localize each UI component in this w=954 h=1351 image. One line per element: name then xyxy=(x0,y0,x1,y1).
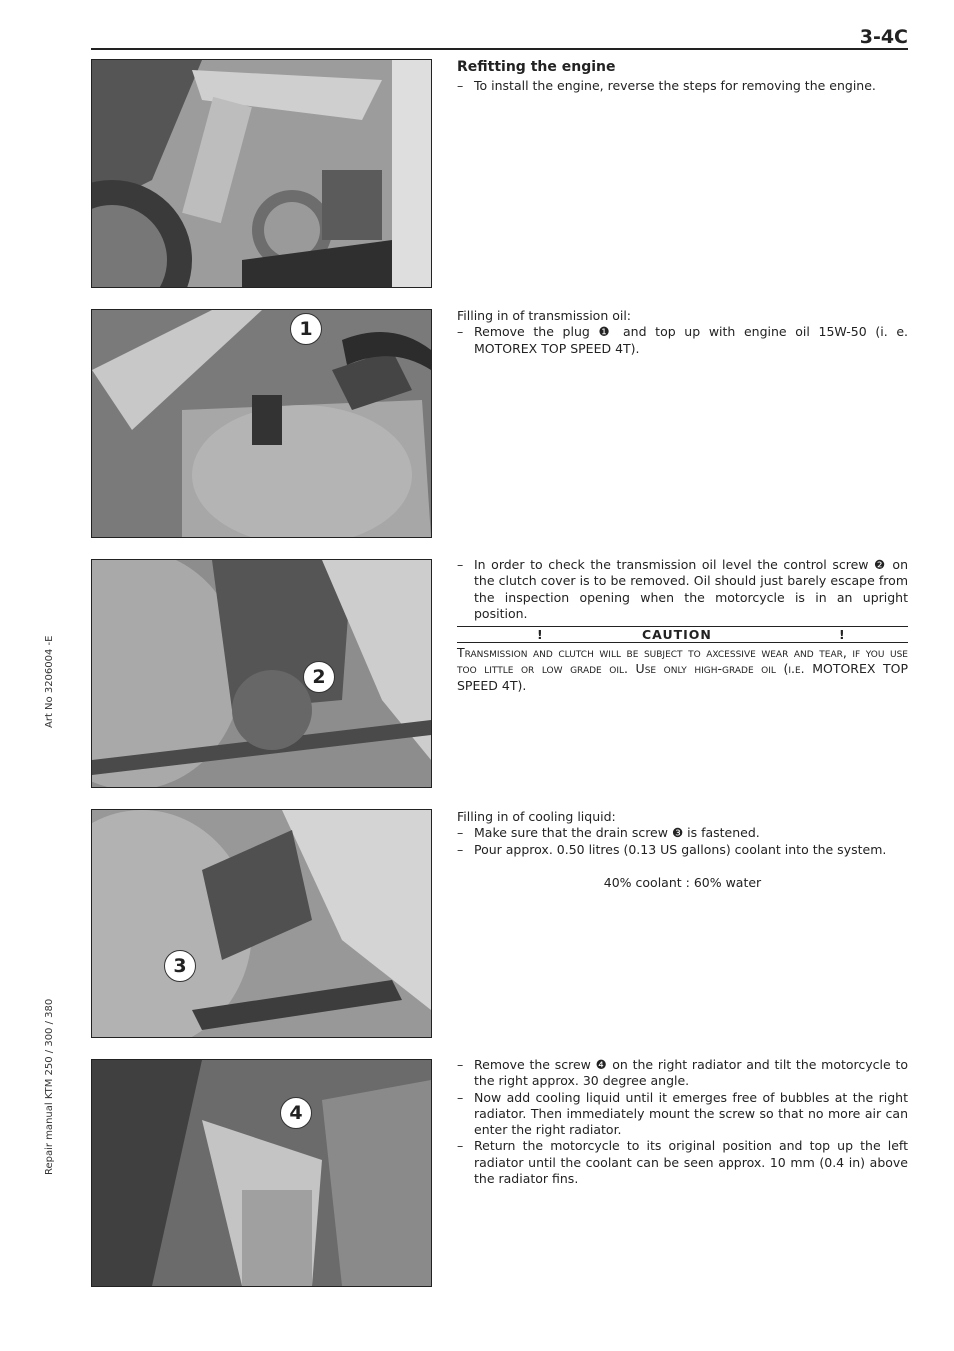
list-item: – In order to check the transmission oil level the control screw ❷ on the clutch cover is to be removed. Oil should just barely escape from the inspection opening when the motorcycle is in an upright position. xyxy=(457,557,908,622)
header-rule xyxy=(91,48,908,50)
callout-3: 3 xyxy=(164,950,196,982)
list-item: – Pour approx. 0.50 litres (0.13 US gallons) coolant into the system. xyxy=(457,842,908,858)
manual-title-label: Repair manual KTM 250 / 300 / 380 xyxy=(44,998,55,1175)
caution-text: Transmission and clutch will be subject to axcessive wear and tear, if you use too little or low grade oil. Use only high-grade oil (i.e. MOTOREX TOP SPEED 4T). xyxy=(457,645,908,693)
list-item: – Now add cooling liquid until it emerges free of bubbles at the right radiator. Then immediately mount the screw so that no more air can enter the right radiator. xyxy=(457,1090,908,1139)
list-item: – To install the engine, reverse the steps for removing the engine. xyxy=(457,78,908,94)
photo-radiator-screw xyxy=(91,1059,432,1287)
list-item: – Return the motorcycle to its original position and top up the left radiator until the coolant can be seen approx. 10 mm (0.4 in) above the radiator fins. xyxy=(457,1138,908,1187)
section-cooling-liquid xyxy=(457,809,908,891)
caution-label: CAUTION xyxy=(642,627,712,643)
list-item: – Make sure that the drain screw ❸ is fastened. xyxy=(457,825,908,841)
caution-mark-right: ! xyxy=(839,627,845,643)
photo-oil-plug xyxy=(91,309,432,538)
callout-4: 4 xyxy=(280,1097,312,1129)
page-number: 3-4C xyxy=(859,26,908,48)
section-oil-level-check xyxy=(457,557,908,694)
coolant-mix: 40% coolant : 60% water xyxy=(603,874,762,890)
caution-mark-left: ! xyxy=(537,627,543,643)
section-refitting xyxy=(457,59,908,95)
section-radiator-fill xyxy=(457,1057,908,1187)
caution-banner xyxy=(457,626,908,643)
list-item: – Remove the plug ❶ and top up with engine oil 15W-50 (i. e. MOTOREX TOP SPEED 4T). xyxy=(457,324,908,357)
callout-1: 1 xyxy=(290,313,322,345)
section-intro: Filling in of transmission oil: xyxy=(457,308,632,323)
art-number-label: Art No 3206004 -E xyxy=(44,635,55,728)
photo-engine-frame xyxy=(91,59,432,288)
photo-drain-screw xyxy=(91,809,432,1038)
photo-control-screw xyxy=(91,559,432,788)
list-item: – Remove the screw ❹ on the right radiator and tilt the motorcycle to the right approx. 30 degree angle. xyxy=(457,1057,908,1090)
section-transmission-oil xyxy=(457,308,908,357)
section-heading: Refitting the engine xyxy=(457,59,616,75)
callout-2: 2 xyxy=(303,661,335,693)
section-intro: Filling in of cooling liquid: xyxy=(457,809,616,824)
